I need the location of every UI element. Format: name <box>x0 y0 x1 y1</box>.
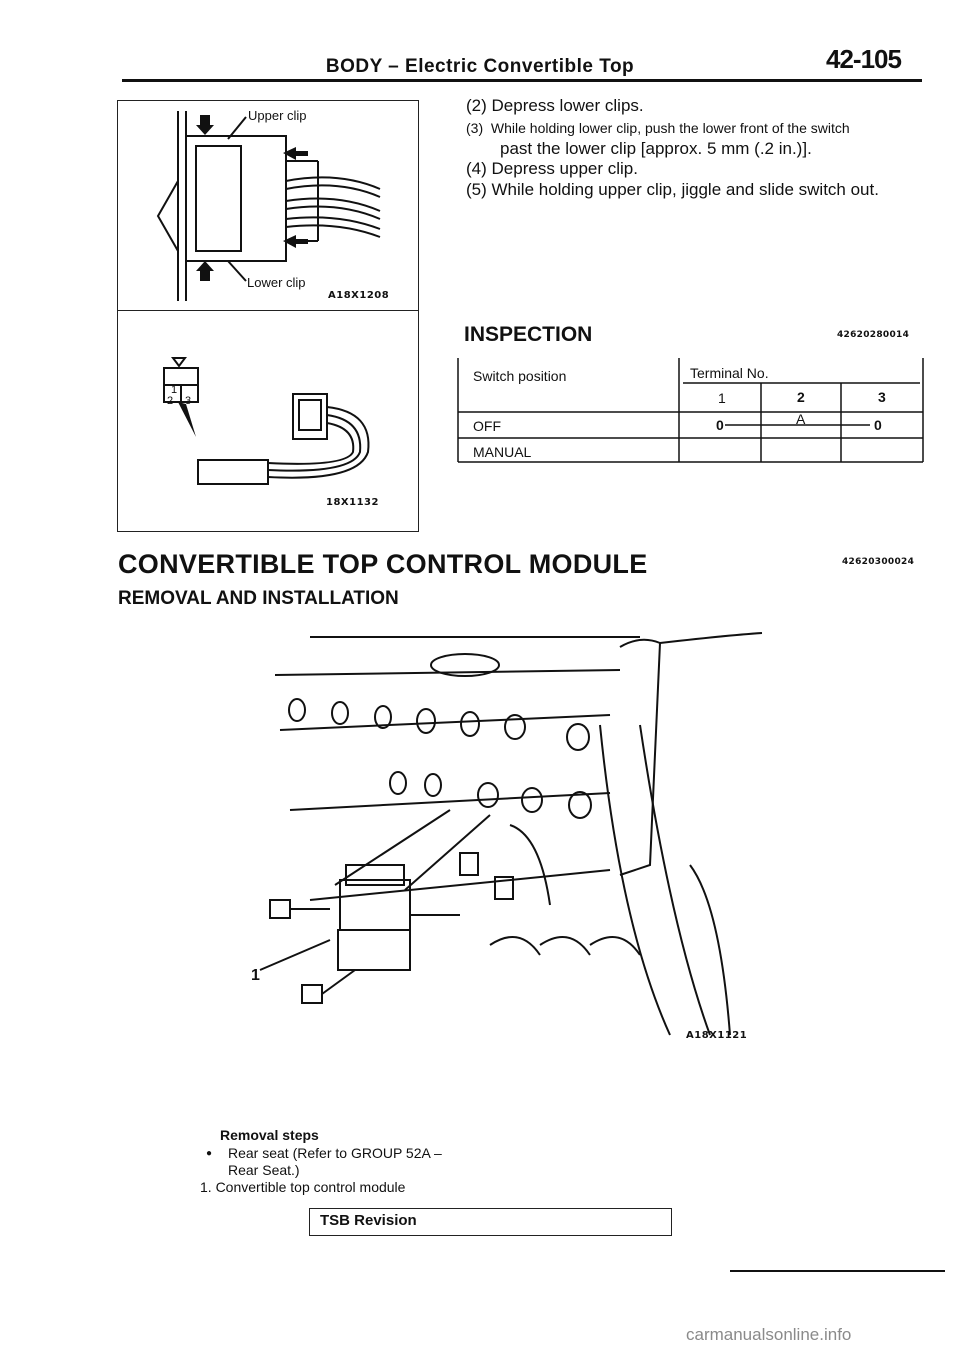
module-section-title: CONVERTIBLE TOP CONTROL MODULE <box>118 549 648 579</box>
step-3-cont: past the lower clip [approx. 5 mm (.2 in.)]. <box>500 139 812 158</box>
inspection-heading: INSPECTION <box>464 323 593 346</box>
bullet-icon: ● <box>206 1148 213 1159</box>
connector-diagram <box>118 312 418 528</box>
figure-divider <box>117 310 419 311</box>
inspection-doc-id: 42620280014 <box>837 330 910 340</box>
terminal-2: 2 <box>797 389 805 405</box>
off-terminal-2-mark: A <box>796 411 806 427</box>
lower-clip-label: Lower clip <box>247 275 306 290</box>
removal-step-rear-seat-cont: Rear Seat.) <box>228 1162 300 1178</box>
removal-installation-heading: REMOVAL AND INSTALLATION <box>118 588 399 609</box>
tsb-revision-label: TSB Revision <box>320 1212 417 1229</box>
off-terminal-3-mark: 0 <box>874 417 882 433</box>
step-3: (3) While holding lower clip, push the lower front of the switch <box>466 120 850 136</box>
page-header-title: BODY – Electric Convertible Top <box>325 56 635 77</box>
switch-position-header: Switch position <box>473 368 567 384</box>
removal-step-rear-seat: Rear seat (Refer to GROUP 52A – <box>228 1145 442 1161</box>
page-number: 42-105 <box>826 44 901 74</box>
step-2: (2) Depress lower clips. <box>466 96 644 115</box>
step-4: (4) Depress upper clip. <box>466 159 638 178</box>
switch-figure-code: A18X1208 <box>328 290 390 301</box>
connector-pin-3: 3 <box>185 395 192 407</box>
module-location-diagram <box>250 625 770 1050</box>
row-off-label: OFF <box>473 418 501 434</box>
footer-rule <box>730 1270 945 1272</box>
off-terminal-1-mark: 0 <box>716 417 724 433</box>
step-5: (5) While holding upper clip, jiggle and slide switch out. <box>466 180 879 199</box>
removal-step-1: 1. Convertible top control module <box>200 1179 406 1195</box>
terminal-1: 1 <box>718 390 726 406</box>
connector-pin-2: 2 <box>167 395 174 407</box>
module-callout-1: 1 <box>251 967 260 984</box>
watermark: carmanualsonline.info <box>686 1325 852 1344</box>
module-figure-code: A18X1121 <box>686 1030 748 1041</box>
connector-pin-1: 1 <box>171 384 178 396</box>
row-manual-label: MANUAL <box>473 444 532 460</box>
terminal-no-header: Terminal No. <box>690 365 769 381</box>
module-doc-id: 42620300024 <box>842 557 915 567</box>
terminal-3: 3 <box>878 389 886 405</box>
header-rule <box>122 79 922 82</box>
removal-steps-heading: Removal steps <box>220 1127 319 1143</box>
connector-figure-code: 18X1132 <box>326 497 379 508</box>
upper-clip-label: Upper clip <box>248 108 307 123</box>
